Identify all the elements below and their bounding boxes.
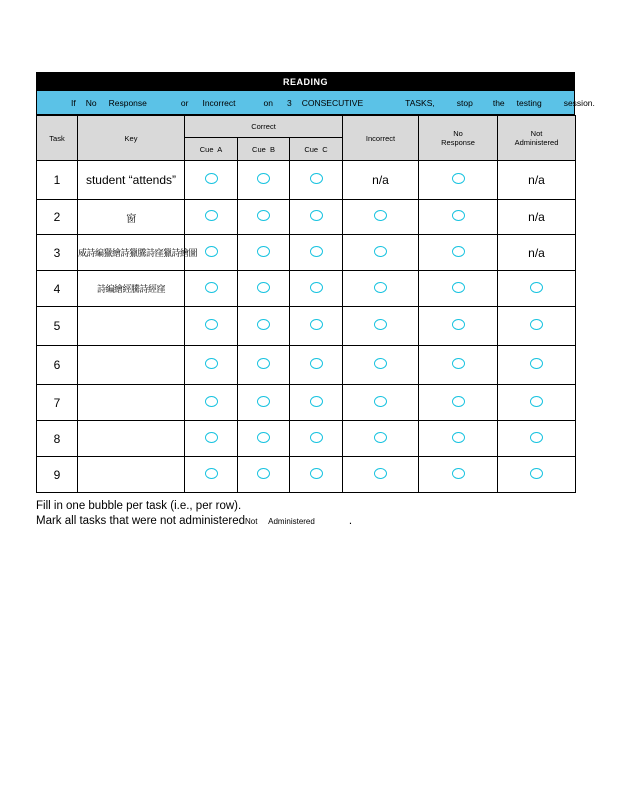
cue-b-bubble[interactable]: [257, 319, 270, 330]
incorrect-cell: [343, 346, 419, 385]
cue-c-cell: [290, 235, 343, 271]
cue-b-bubble[interactable]: [257, 396, 270, 407]
cue-c-bubble[interactable]: [310, 396, 323, 407]
cue-b-cell: [238, 346, 290, 385]
footer-line-2: [36, 514, 352, 529]
cue-a-cell: [185, 421, 238, 457]
incorrect-cell: [343, 271, 419, 307]
not-administered-cell: [498, 271, 576, 307]
cue-c-bubble[interactable]: [310, 173, 323, 184]
task-key: [78, 307, 185, 346]
task-key: student “attends”: [78, 161, 185, 200]
no-response-bubble[interactable]: [452, 468, 465, 479]
cue-b-cell: [238, 161, 290, 200]
instruction-word: CONSECUTIVE: [301, 97, 364, 108]
not-administered-column-header: [498, 116, 576, 161]
cue-a-bubble[interactable]: [205, 282, 218, 293]
footer-line-2-text: Mark all tasks that were not administered: [36, 515, 246, 527]
cue-b-bubble[interactable]: [257, 246, 270, 257]
instruction-word: or: [180, 97, 189, 108]
not-administered-bubble[interactable]: [530, 319, 543, 330]
cue-b-cell: [238, 271, 290, 307]
header-line: Administered: [514, 138, 559, 147]
table-row: [37, 271, 576, 307]
cue-c-cell: [290, 161, 343, 200]
cue-a-bubble[interactable]: [205, 319, 218, 330]
no-response-column-header: [419, 116, 498, 161]
task-column-header: Task: [37, 116, 78, 161]
cue-b-bubble[interactable]: [257, 282, 270, 293]
incorrect-cell: [343, 385, 419, 421]
task-number: 3: [37, 235, 78, 271]
cue-a-bubble[interactable]: [205, 432, 218, 443]
cue-a-header: Cue A: [185, 138, 238, 161]
incorrect-bubble[interactable]: [374, 282, 387, 293]
cue-b-bubble[interactable]: [257, 432, 270, 443]
reading-score-sheet: [36, 72, 595, 493]
cue-c-bubble[interactable]: [310, 282, 323, 293]
incorrect-bubble[interactable]: [374, 358, 387, 369]
incorrect-column-header: Incorrect: [343, 116, 419, 161]
incorrect-cell: [343, 200, 419, 235]
cue-c-cell: [290, 307, 343, 346]
cue-a-cell: [185, 161, 238, 200]
no-response-bubble[interactable]: [452, 358, 465, 369]
cue-a-cell: [185, 385, 238, 421]
cue-c-cell: [290, 200, 343, 235]
incorrect-bubble[interactable]: [374, 246, 387, 257]
not-administered-bubble[interactable]: [530, 282, 543, 293]
cue-a-bubble[interactable]: [205, 210, 218, 221]
task-key: [78, 457, 185, 493]
cue-c-bubble[interactable]: [310, 468, 323, 479]
not-administered-cell: [498, 421, 576, 457]
instruction-word: 3: [287, 97, 292, 108]
cue-a-cell: [185, 346, 238, 385]
incorrect-cell: [343, 235, 419, 271]
cue-b-cell: [238, 421, 290, 457]
task-number: 2: [37, 200, 78, 235]
cue-c-cell: [290, 346, 343, 385]
incorrect-bubble[interactable]: [374, 210, 387, 221]
incorrect-bubble[interactable]: [374, 319, 387, 330]
not-administered-cell: [498, 385, 576, 421]
no-response-cell: [419, 235, 498, 271]
task-key: [78, 385, 185, 421]
task-number: 4: [37, 271, 78, 307]
task-key: 威詩編獵繪詩獵騰詩窪獵詩繪圖: [78, 235, 185, 271]
no-response-bubble[interactable]: [452, 396, 465, 407]
no-response-bubble[interactable]: [452, 246, 465, 257]
incorrect-cell: [343, 307, 419, 346]
no-response-cell: [419, 421, 498, 457]
not-administered-cell: [498, 307, 576, 346]
footer-line-1: Fill in one bubble per task (i.e., per row).: [36, 500, 242, 512]
instruction-word: stop: [456, 97, 473, 108]
cue-c-bubble[interactable]: [310, 319, 323, 330]
instruction-word: Response: [108, 97, 147, 108]
task-number: 7: [37, 385, 78, 421]
footer-not-administered-label: Not Administered: [245, 517, 315, 526]
cue-c-cell: [290, 457, 343, 493]
cue-c-bubble[interactable]: [310, 246, 323, 257]
cue-a-bubble[interactable]: [205, 246, 218, 257]
cue-a-bubble[interactable]: [205, 468, 218, 479]
cue-b-cell: [238, 200, 290, 235]
cue-a-bubble[interactable]: [205, 358, 218, 369]
not-administered-na: n/a: [498, 200, 576, 235]
cue-a-cell: [185, 457, 238, 493]
incorrect-bubble[interactable]: [374, 432, 387, 443]
table-row: [37, 421, 576, 457]
no-response-cell: [419, 385, 498, 421]
table-row: [37, 235, 576, 271]
incorrect-bubble[interactable]: [374, 396, 387, 407]
cue-a-bubble[interactable]: [205, 396, 218, 407]
cue-b-cell: [238, 385, 290, 421]
instruction-word: testing: [516, 97, 542, 108]
cue-a-cell: [185, 307, 238, 346]
table-row: [37, 346, 576, 385]
no-response-bubble[interactable]: [452, 319, 465, 330]
table-row: [37, 457, 576, 493]
no-response-bubble[interactable]: [452, 210, 465, 221]
score-table: [36, 115, 576, 493]
incorrect-cell: [343, 421, 419, 457]
cue-b-cell: [238, 457, 290, 493]
no-response-cell: [419, 200, 498, 235]
no-response-cell: [419, 161, 498, 200]
cue-c-bubble[interactable]: [310, 210, 323, 221]
task-key: 詩編繪經騰詩經窪: [78, 271, 185, 307]
instruction-word: If: [71, 97, 76, 108]
not-administered-bubble[interactable]: [530, 396, 543, 407]
incorrect-na: n/a: [343, 161, 419, 200]
not-administered-cell: [498, 346, 576, 385]
no-response-bubble[interactable]: [452, 432, 465, 443]
not-administered-na: n/a: [498, 161, 576, 200]
cue-c-cell: [290, 271, 343, 307]
cue-c-cell: [290, 421, 343, 457]
cue-b-cell: [238, 235, 290, 271]
cue-a-cell: [185, 271, 238, 307]
incorrect-cell: [343, 457, 419, 493]
cue-a-bubble[interactable]: [205, 173, 218, 184]
not-administered-cell: [498, 457, 576, 493]
key-column-header: Key: [78, 116, 185, 161]
stop-rule-instruction: [36, 91, 595, 115]
cue-b-cell: [238, 307, 290, 346]
cue-c-bubble[interactable]: [310, 432, 323, 443]
task-key: 窗: [78, 200, 185, 235]
task-number: 1: [37, 161, 78, 200]
not-administered-na: n/a: [498, 235, 576, 271]
no-response-cell: [419, 271, 498, 307]
task-number: 6: [37, 346, 78, 385]
not-administered-bubble[interactable]: [530, 432, 543, 443]
instruction-word: on: [263, 97, 273, 108]
instruction-word: session.: [563, 97, 595, 108]
no-response-bubble[interactable]: [452, 173, 465, 184]
task-number: 8: [37, 421, 78, 457]
cue-c-cell: [290, 385, 343, 421]
footer-period: .: [348, 515, 353, 527]
not-administered-bubble[interactable]: [530, 468, 543, 479]
not-administered-bubble[interactable]: [530, 358, 543, 369]
cue-c-bubble[interactable]: [310, 358, 323, 369]
no-response-cell: [419, 457, 498, 493]
instruction-word: the: [492, 97, 505, 108]
task-key: [78, 421, 185, 457]
instruction-word: TASKS,: [405, 97, 435, 108]
cue-c-header: Cue C: [290, 138, 343, 161]
table-row: [37, 385, 576, 421]
header-line: No: [453, 129, 463, 138]
table-row: [37, 307, 576, 346]
cue-b-bubble[interactable]: [257, 468, 270, 479]
no-response-cell: [419, 307, 498, 346]
instruction-word: Incorrect: [202, 97, 236, 108]
cue-b-bubble[interactable]: [257, 173, 270, 184]
section-title: READING: [36, 72, 575, 91]
task-key: [78, 346, 185, 385]
footer-instructions: [36, 499, 352, 529]
incorrect-bubble[interactable]: [374, 468, 387, 479]
task-number: 9: [37, 457, 78, 493]
header-line: Not: [530, 129, 543, 138]
cue-b-header: Cue B: [238, 138, 290, 161]
no-response-cell: [419, 346, 498, 385]
cue-b-bubble[interactable]: [257, 210, 270, 221]
instruction-word: No: [85, 97, 97, 108]
no-response-bubble[interactable]: [452, 282, 465, 293]
cue-b-bubble[interactable]: [257, 358, 270, 369]
task-number: 5: [37, 307, 78, 346]
table-row: [37, 200, 576, 235]
correct-column-header: Correct: [185, 116, 343, 138]
cue-a-cell: [185, 200, 238, 235]
table-row: [37, 161, 576, 200]
header-line: Response: [441, 138, 475, 147]
